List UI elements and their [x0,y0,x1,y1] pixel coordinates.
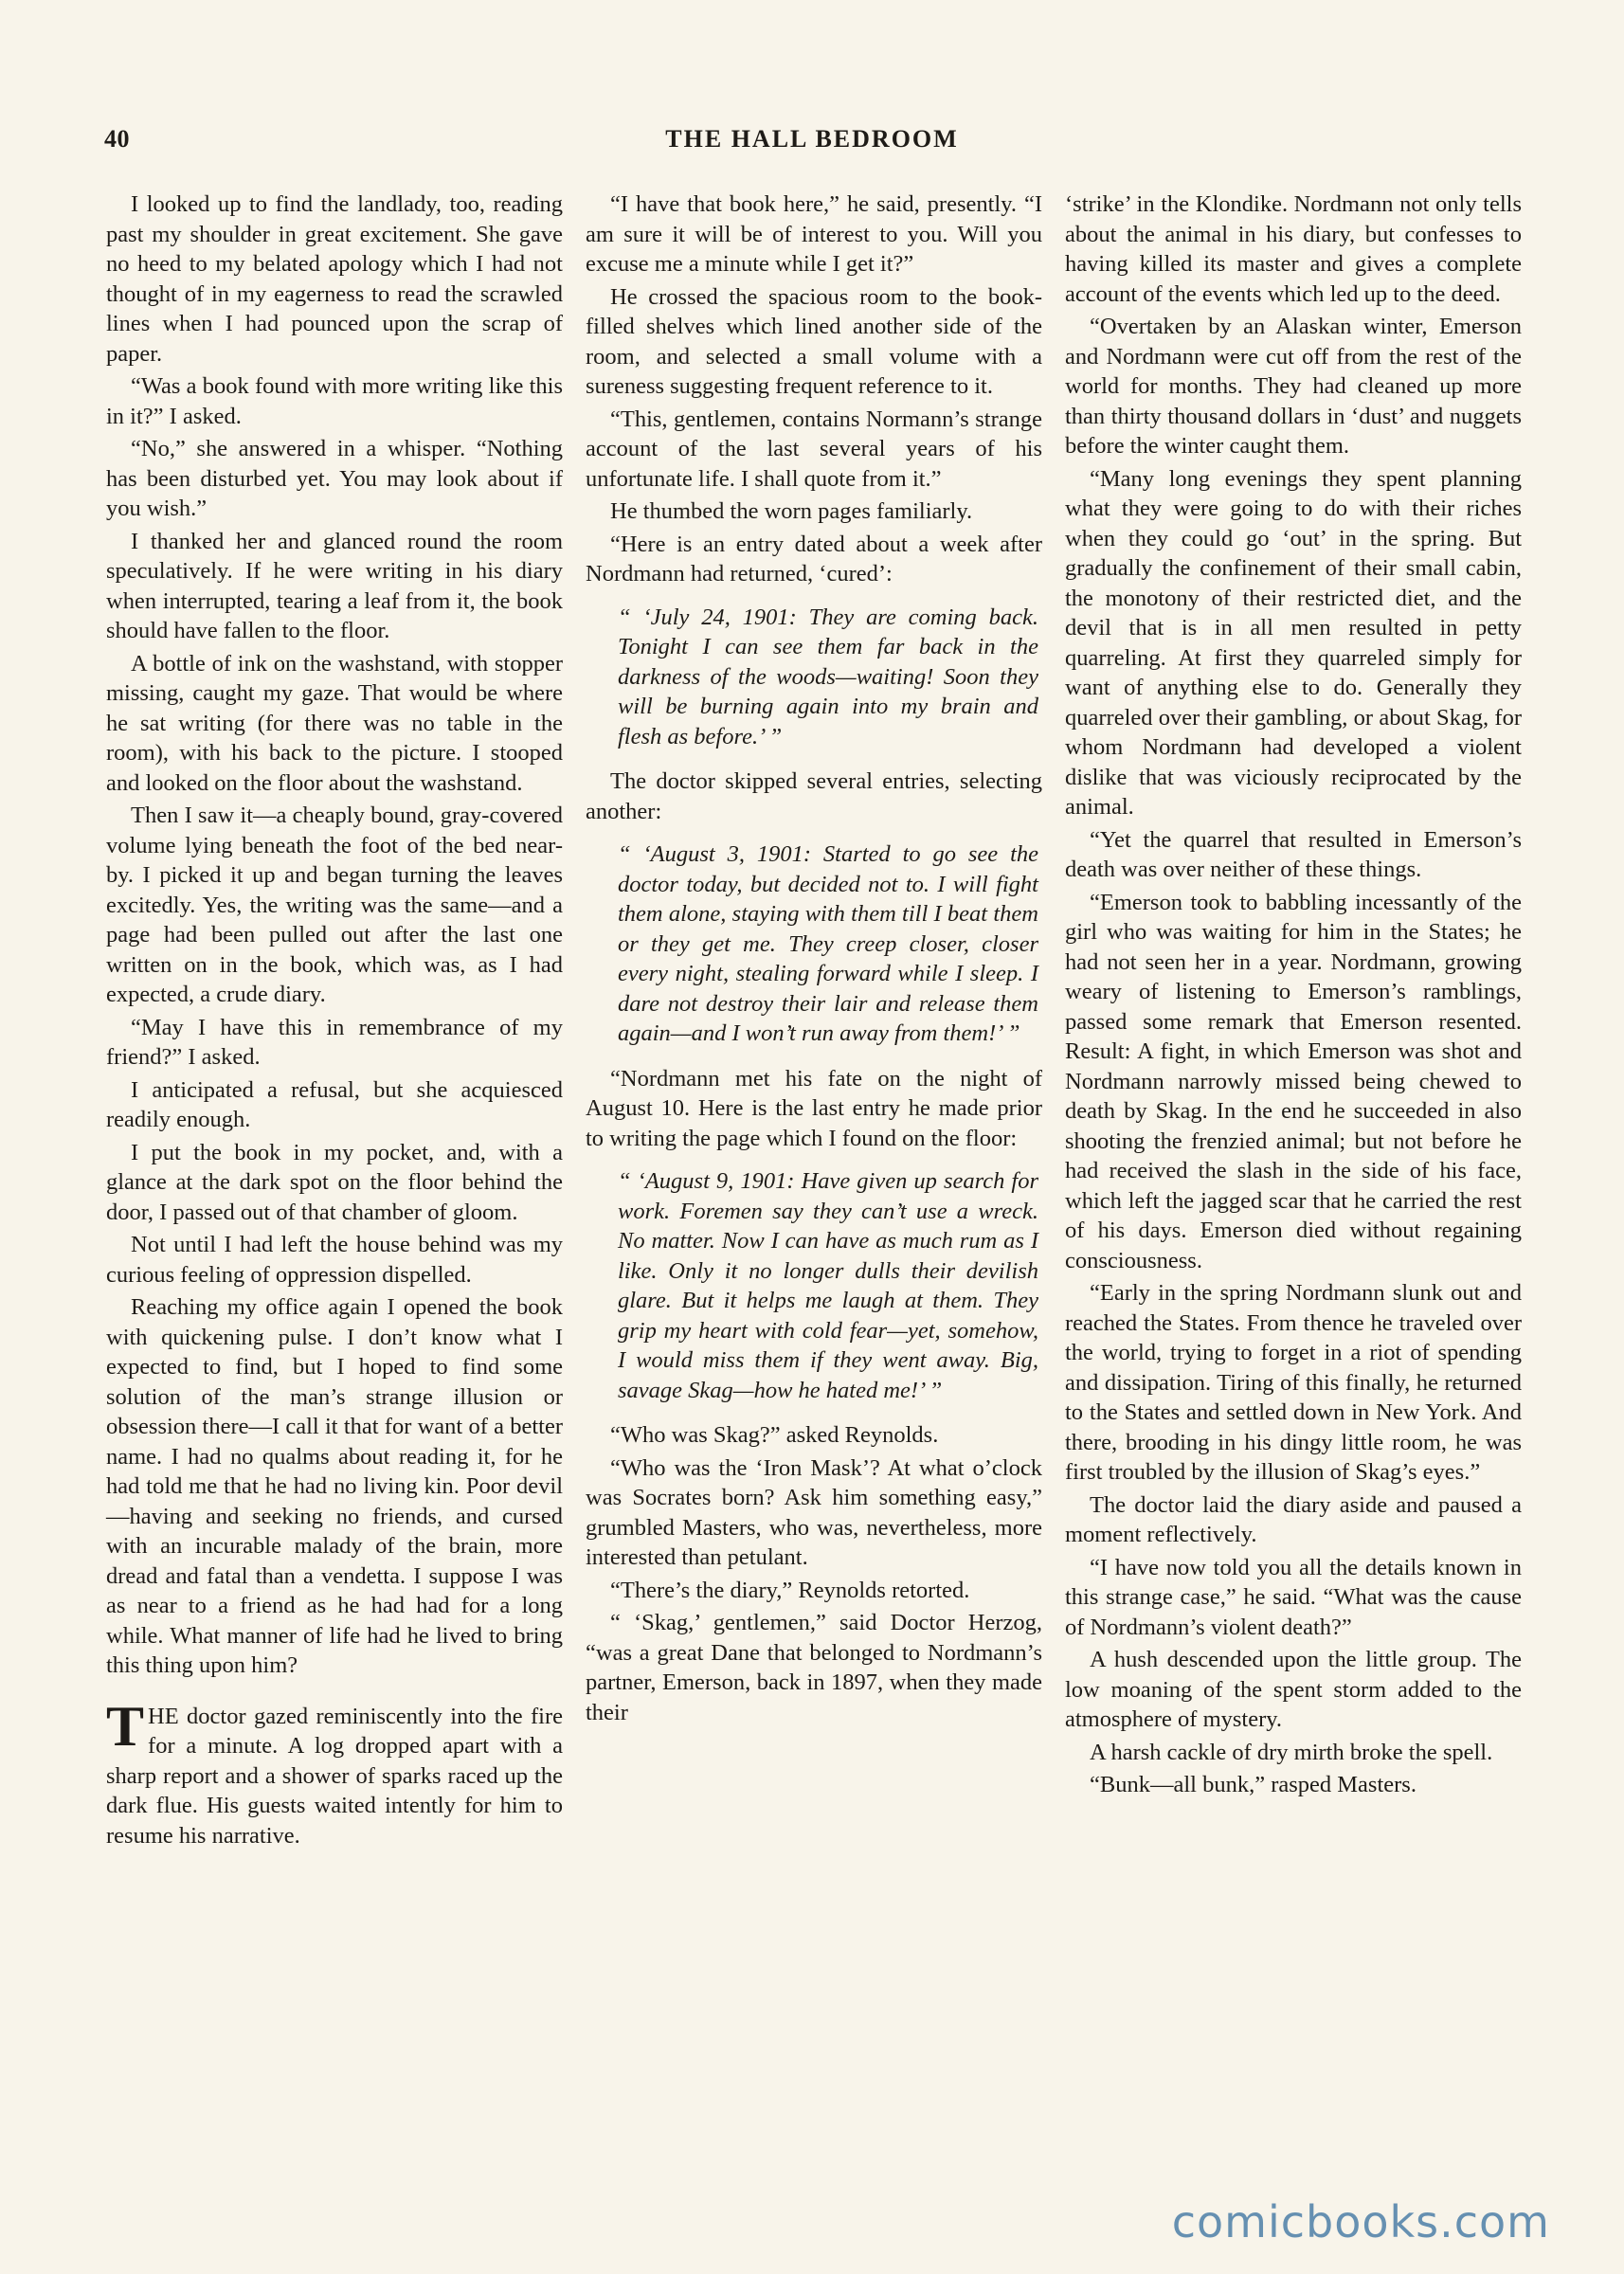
running-head-title: THE HALL BEDROOM [665,125,959,153]
paragraph: A harsh cackle of dry mirth broke the spell. [1090,1739,1493,1765]
section-opening-text: HE doctor gazed reminiscently into the fire for a minute. A log dropped apart with a sharp report and a shower of sparks raced up the dark flue. His guests waited intently for him to resume his narrative. [106,1703,563,1849]
paragraph: I looked up to find the landlady, too, reading past my shoulder in great excitement. She gave no heed to my belated apology which I had not thought of in my eagerness to read the scrawled lines when I had pounced upon the scrap of paper. [106,191,563,367]
paragraph: “Yet the quarrel that resulted in Emerson’s death was over neither of these things. [1065,826,1522,882]
paragraph: I put the book in my pocket, and, with a glance at the dark spot on the floor behind the door, I passed out of that chamber of gloom. [106,1139,563,1225]
paragraph: “No,” she answered in a whisper. “Nothing has been disturbed yet. You may look about if you wish.” [106,436,563,521]
paragraph: “Overtaken by an Alaskan winter, Emerson and Nordmann were cut off from the rest of the world for months. They had cleaned up more than thirty thousand dollars in ‘dust’ and nuggets before the winter caught them. [1065,314,1522,459]
paragraph: “Who was Skag?” asked Reynolds. [610,1422,939,1448]
paragraph: Reaching my office again I opened the book with quickening pulse. I don’t know what I expected to find, but I hoped to find some solution of the man’s strange illusion or obsession there—I call it that for want of a better name. I had no qualms about reading it, for he had told me that he had no living kin. Poor devil—having and seeking no friends, and cursed with an incurable malady of the brain, more dread and fatal than a vendetta. I suppose I was as near to a friend as he had had for a long while. What manner of life had he lived to bring this thing upon him? [106,1294,563,1678]
column-2 [586,190,1042,1730]
paragraph: “Was a book found with more writing like this in it?” I asked. [106,373,563,429]
paragraph: A hush descended upon the little group. The low moaning of the spent storm added to the atmosphere of mystery. [1065,1647,1522,1732]
paragraph: “May I have this in remembrance of my friend?” I asked. [106,1014,563,1070]
paragraph: A bottle of ink on the washstand, with stopper missing, caught my gaze. That would be where he sat writing (for there was no table in the room), with his back to the picture. I stooped and looked on the floor about the washstand. [106,650,563,796]
section-opening-paragraph [106,1694,563,1851]
paragraph: “There’s the diary,” Reynolds retorted. [610,1577,970,1603]
paragraph: “I have that book here,” he said, presently. “I am sure it will be of interest to you. Will you excuse me a minute while I get it?” [586,191,1042,277]
diary-entry-quote: “ ‘August 3, 1901: Started to go see the doctor today, but decided not to. I will fight them alone, staying with them till I beat them or they get me. They creep closer, closer every night, stealing forward while I sleep. I dare not destroy their lair and release them again—and I won’t run away from them!’ ” [618,841,1038,1046]
paragraph: “Early in the spring Nordmann slunk out and reached the States. From thence he traveled over the world, trying to forget in a riot of spending and dissipation. Tiring of this finally, he returned to the States and settled down in New York. And there, brooding in his dingy little room, he was first troubled by the illusion of Skag’s eyes.” [1065,1280,1522,1485]
column-3 [1065,190,1522,1803]
paragraph: The doctor skipped several entries, selecting another: [586,768,1042,824]
paragraph: “I have now told you all the details known in this strange case,” he said. “What was the cause of Nordmann’s violent death?” [1065,1554,1522,1640]
drop-cap: T [106,1694,145,1758]
paragraph: The doctor laid the diary aside and paused a moment reflectively. [1065,1491,1522,1547]
paragraph: He thumbed the worn pages familiarly. [610,498,973,524]
diary-entry-quote: “ ‘August 9, 1901: Have given up search for work. Foremen say they can’t use a wreck. No matter. Now I can have as much rum as I like. Only it no longer dulls their devilish glare. But it helps me laugh at them. They grip my heart with cold fear—yet, somehow, I would miss them if they went away. Big, savage Skag—how he hated me!’ ” [618,1168,1038,1403]
paragraph: “Nordmann met his fate on the night of August 10. Here is the last entry he made prior to writing the page which I found on the floor: [586,1065,1042,1151]
column-1 [106,190,563,1853]
paragraph: Not until I had left the house behind was my curious feeling of oppression dispelled. [106,1232,563,1288]
watermark-logo: comicbooks.com [1171,2196,1550,2247]
paragraph: ‘strike’ in the Klondike. Nordmann not only tells about the animal in his diary, but confesses to having killed its master and gives a complete account of the events which led up to the deed. [1065,191,1522,307]
paragraph: I thanked her and glanced round the room speculatively. If he were writing in his diary when interrupted, tearing a leaf from it, the book should have fallen to the floor. [106,528,563,643]
paragraph: Then I saw it—a cheaply bound, gray-covered volume lying beneath the foot of the bed near-by. I picked it up and began turning the leaves excitedly. Yes, the writing was the same—and a page had been pulled out after the last one written on in the book, which was, as I had expected, a crude diary. [106,803,563,1007]
paragraph: “Who was the ‘Iron Mask’? At what o’clock was Socrates born? Ask him something easy,” grumbled Masters, who was, nevertheless, more interested than petulant. [586,1454,1042,1570]
paragraph: “Bunk—all bunk,” rasped Masters. [1090,1772,1416,1797]
paragraph: “This, gentlemen, contains Normann’s strange account of the last several years of his unfortunate life. I shall quote from it.” [586,406,1042,492]
paragraph: “Here is an entry dated about a week after Nordmann had returned, ‘cured’: [586,531,1042,587]
diary-entry-quote: “ ‘July 24, 1901: They are coming back. Tonight I can see them far back in the darkness of the woods—waiting! Soon they will be burning again into my brain and flesh as before.’ ” [618,604,1038,749]
page-number: 40 [104,125,130,153]
paragraph: “ ‘Skag,’ gentlemen,” said Doctor Herzog, “was a great Dane that belonged to Nordmann’s partner, Emerson, back in 1897, when they made their [586,1610,1042,1725]
paragraph: “Many long evenings they spent planning what they were going to do with their riches when they could go ‘out’ in the spring. But gradually the confinement of their small cabin, the monotony of their restricted diet, and the devil that is in all men resulted in petty quarreling. At first they quarreled simply for want of anything else to do. Generally they quarreled over their gambling, or about Skag, for whom Nordmann had developed a violent dislike that was viciously reciprocated by the animal. [1065,465,1522,820]
paragraph: “Emerson took to babbling incessantly of the girl who was waiting for him in the States; he had not seen her in a year. Nordmann, growing weary of listening to Emerson’s ramblings, passed some remark that Emerson resented. Result: A fight, in which Emerson was shot and Nordmann narrowly missed being chewed to death by Skag. In the end he succeeded in also shooting the frenzied animal; but not before he had received the slash in the side of his face, which left the jagged scar that he carried the rest of his days. Emerson died without regaining consciousness. [1065,889,1522,1273]
paragraph: I anticipated a refusal, but she acquiesced readily enough. [106,1076,563,1132]
paragraph: He crossed the spacious room to the book-filled shelves which lined another side of the room, and selected a small volume with a sureness suggesting frequent reference to it. [586,283,1042,399]
